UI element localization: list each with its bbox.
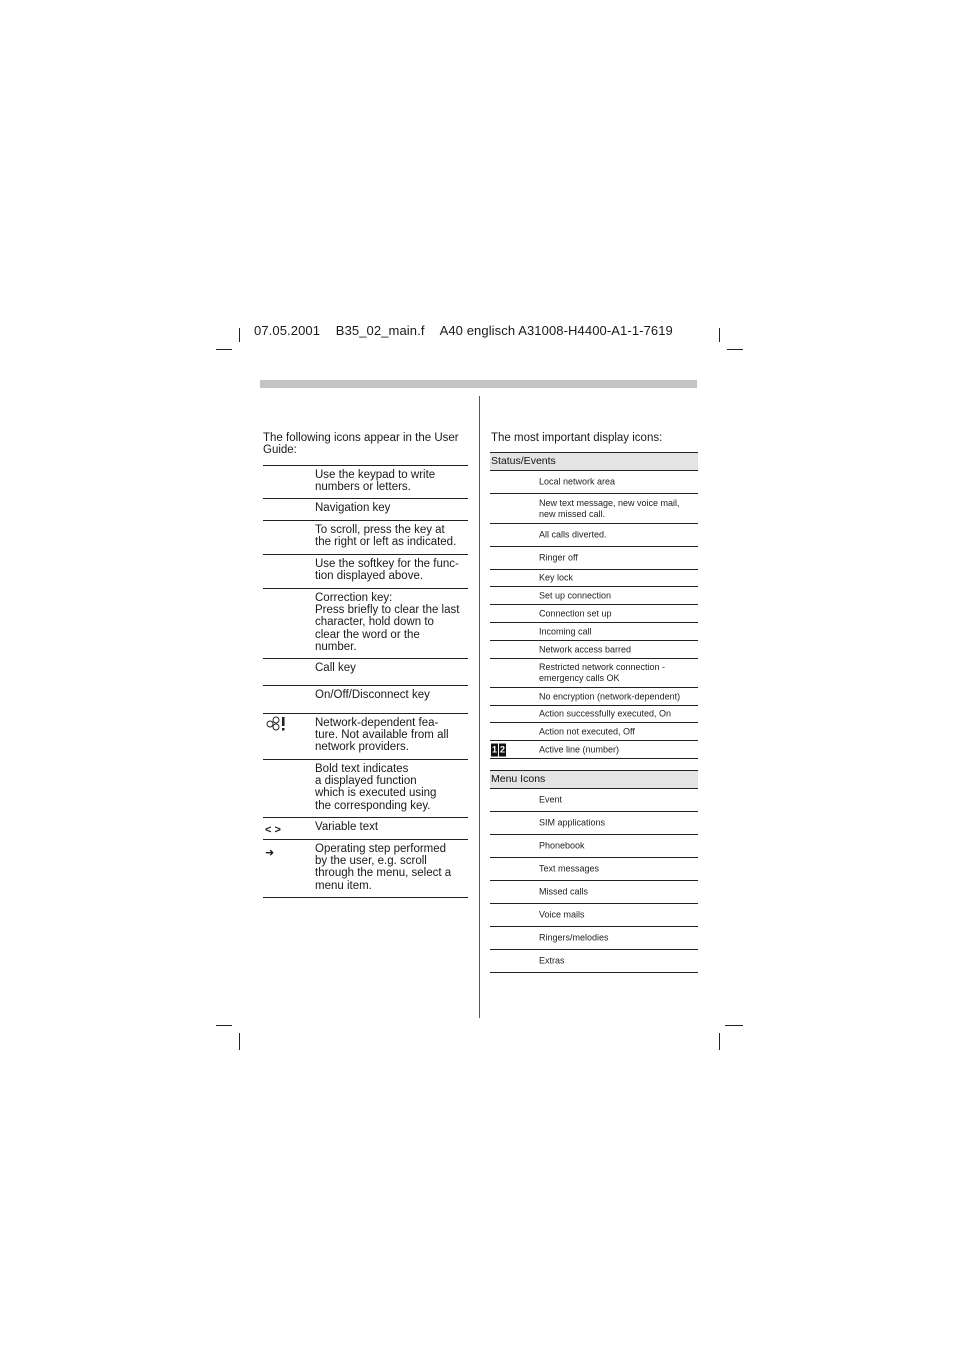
legend-text: Variable text: [315, 821, 379, 833]
status-row: [490, 741, 698, 759]
status-text: Local network area: [539, 476, 616, 487]
status-events-table: [490, 452, 698, 759]
legend-row: [263, 760, 468, 818]
menu-text: Phonebook: [539, 840, 585, 851]
status-text: Action not executed, Off: [539, 726, 635, 736]
status-text: Connection set up: [539, 608, 612, 618]
status-text: Key lock: [539, 572, 574, 583]
status-row: [490, 706, 698, 723]
status-row: [490, 471, 698, 494]
legend-row: [263, 840, 468, 898]
legend-text: Navigation key: [315, 502, 391, 514]
status-row: [490, 587, 698, 605]
legend-row: [263, 686, 468, 714]
crop-mark: [216, 349, 232, 350]
menu-text: SIM applications: [539, 817, 606, 828]
legend-text: Correction key: Press briefly to clear the last character, hold down to clear the word or the number.: [315, 592, 460, 653]
legend-text: Network-dependent fea- ture. Not available from all network providers.: [315, 717, 449, 754]
header-date: 07.05.2001: [254, 323, 321, 338]
menu-row: [490, 904, 698, 927]
menu-text: Ringers/melodies: [539, 932, 609, 943]
status-text: Set up connection: [539, 590, 612, 600]
crop-mark: [727, 349, 743, 350]
status-row: [490, 547, 698, 570]
status-row: [490, 723, 698, 741]
status-text: Incoming call: [539, 626, 592, 636]
menu-row: [490, 835, 698, 858]
network-dependent-icon: [266, 715, 288, 733]
column-divider: [479, 396, 480, 1018]
left-intro: The following icons appear in the User Guide:: [263, 432, 459, 456]
legend-row: [263, 521, 468, 555]
menu-row: [490, 927, 698, 950]
legend-symbol: ➜: [265, 847, 275, 859]
menu-icons-heading: Menu Icons: [490, 770, 698, 789]
print-header: [254, 323, 685, 338]
legend-row: [263, 499, 468, 521]
right-intro: The most important display icons:: [491, 432, 663, 444]
status-row: [490, 659, 698, 688]
crop-mark: [719, 1033, 720, 1050]
menu-text: Voice mails: [539, 909, 585, 920]
menu-icons-table: [490, 770, 698, 973]
status-row: [490, 641, 698, 659]
legend-row: [263, 466, 468, 499]
legend-text: Bold text indicates a displayed function which is executed using the corresponding key.: [315, 763, 437, 812]
status-row: [490, 605, 698, 623]
menu-text: Extras: [539, 955, 565, 966]
header-doc: A40 englisch A31008-H4400-A1-1-7619: [439, 323, 673, 338]
status-text: Ringer off: [539, 552, 578, 563]
line-number-box: 1: [491, 744, 497, 754]
status-text: Active line (number): [539, 744, 620, 754]
legend-text: Call key: [315, 662, 356, 674]
legend-text: To scroll, press the key at the right or left as indicated.: [315, 524, 457, 549]
status-text: Action successfully executed, On: [539, 708, 672, 719]
legend-symbol: < >: [265, 824, 281, 836]
legend-row: [263, 818, 468, 840]
crop-mark: [239, 1033, 240, 1050]
status-text: All calls diverted.: [539, 529, 607, 540]
status-text: New text message, new voice mail, new missed call.: [539, 497, 680, 519]
menu-row: [490, 858, 698, 881]
menu-row: [490, 789, 698, 812]
legend-row: [263, 659, 468, 686]
status-row: [490, 494, 698, 524]
line-number-box: 2: [499, 744, 505, 754]
menu-text: Event: [539, 794, 563, 805]
legend-text: On/Off/Disconnect key: [315, 689, 430, 701]
header-file: B35_02_main.f: [335, 323, 425, 338]
legend-text: Operating step performed by the user, e.g. scroll through the menu, select a menu item.: [315, 843, 452, 892]
legend-text: Use the softkey for the func- tion displayed above.: [315, 558, 459, 583]
crop-mark: [239, 328, 240, 342]
status-row: [490, 570, 698, 587]
status-text: Restricted network connection - emergency calls OK: [539, 662, 666, 683]
menu-text: Missed calls: [539, 886, 589, 897]
menu-row: [490, 812, 698, 835]
menu-text: Text messages: [539, 863, 600, 874]
status-text: Network access barred: [539, 644, 632, 654]
crop-mark: [719, 328, 720, 342]
menu-row: [490, 950, 698, 973]
status-row: [490, 688, 698, 706]
legend-row: [263, 555, 468, 589]
crop-mark: [216, 1025, 232, 1026]
menu-row: [490, 881, 698, 904]
title-bar: [260, 380, 697, 388]
status-text: No encryption (network-dependent): [539, 691, 681, 701]
crop-mark: [725, 1025, 743, 1026]
legend-row: [263, 714, 468, 760]
status-events-heading: Status/Events: [490, 452, 698, 471]
status-row: [490, 623, 698, 641]
legend-text: Use the keypad to write numbers or letters.: [315, 469, 436, 494]
active-line-icon: [491, 743, 506, 756]
legend-row: [263, 589, 468, 659]
status-row: [490, 524, 698, 547]
legend-table: [263, 465, 468, 898]
